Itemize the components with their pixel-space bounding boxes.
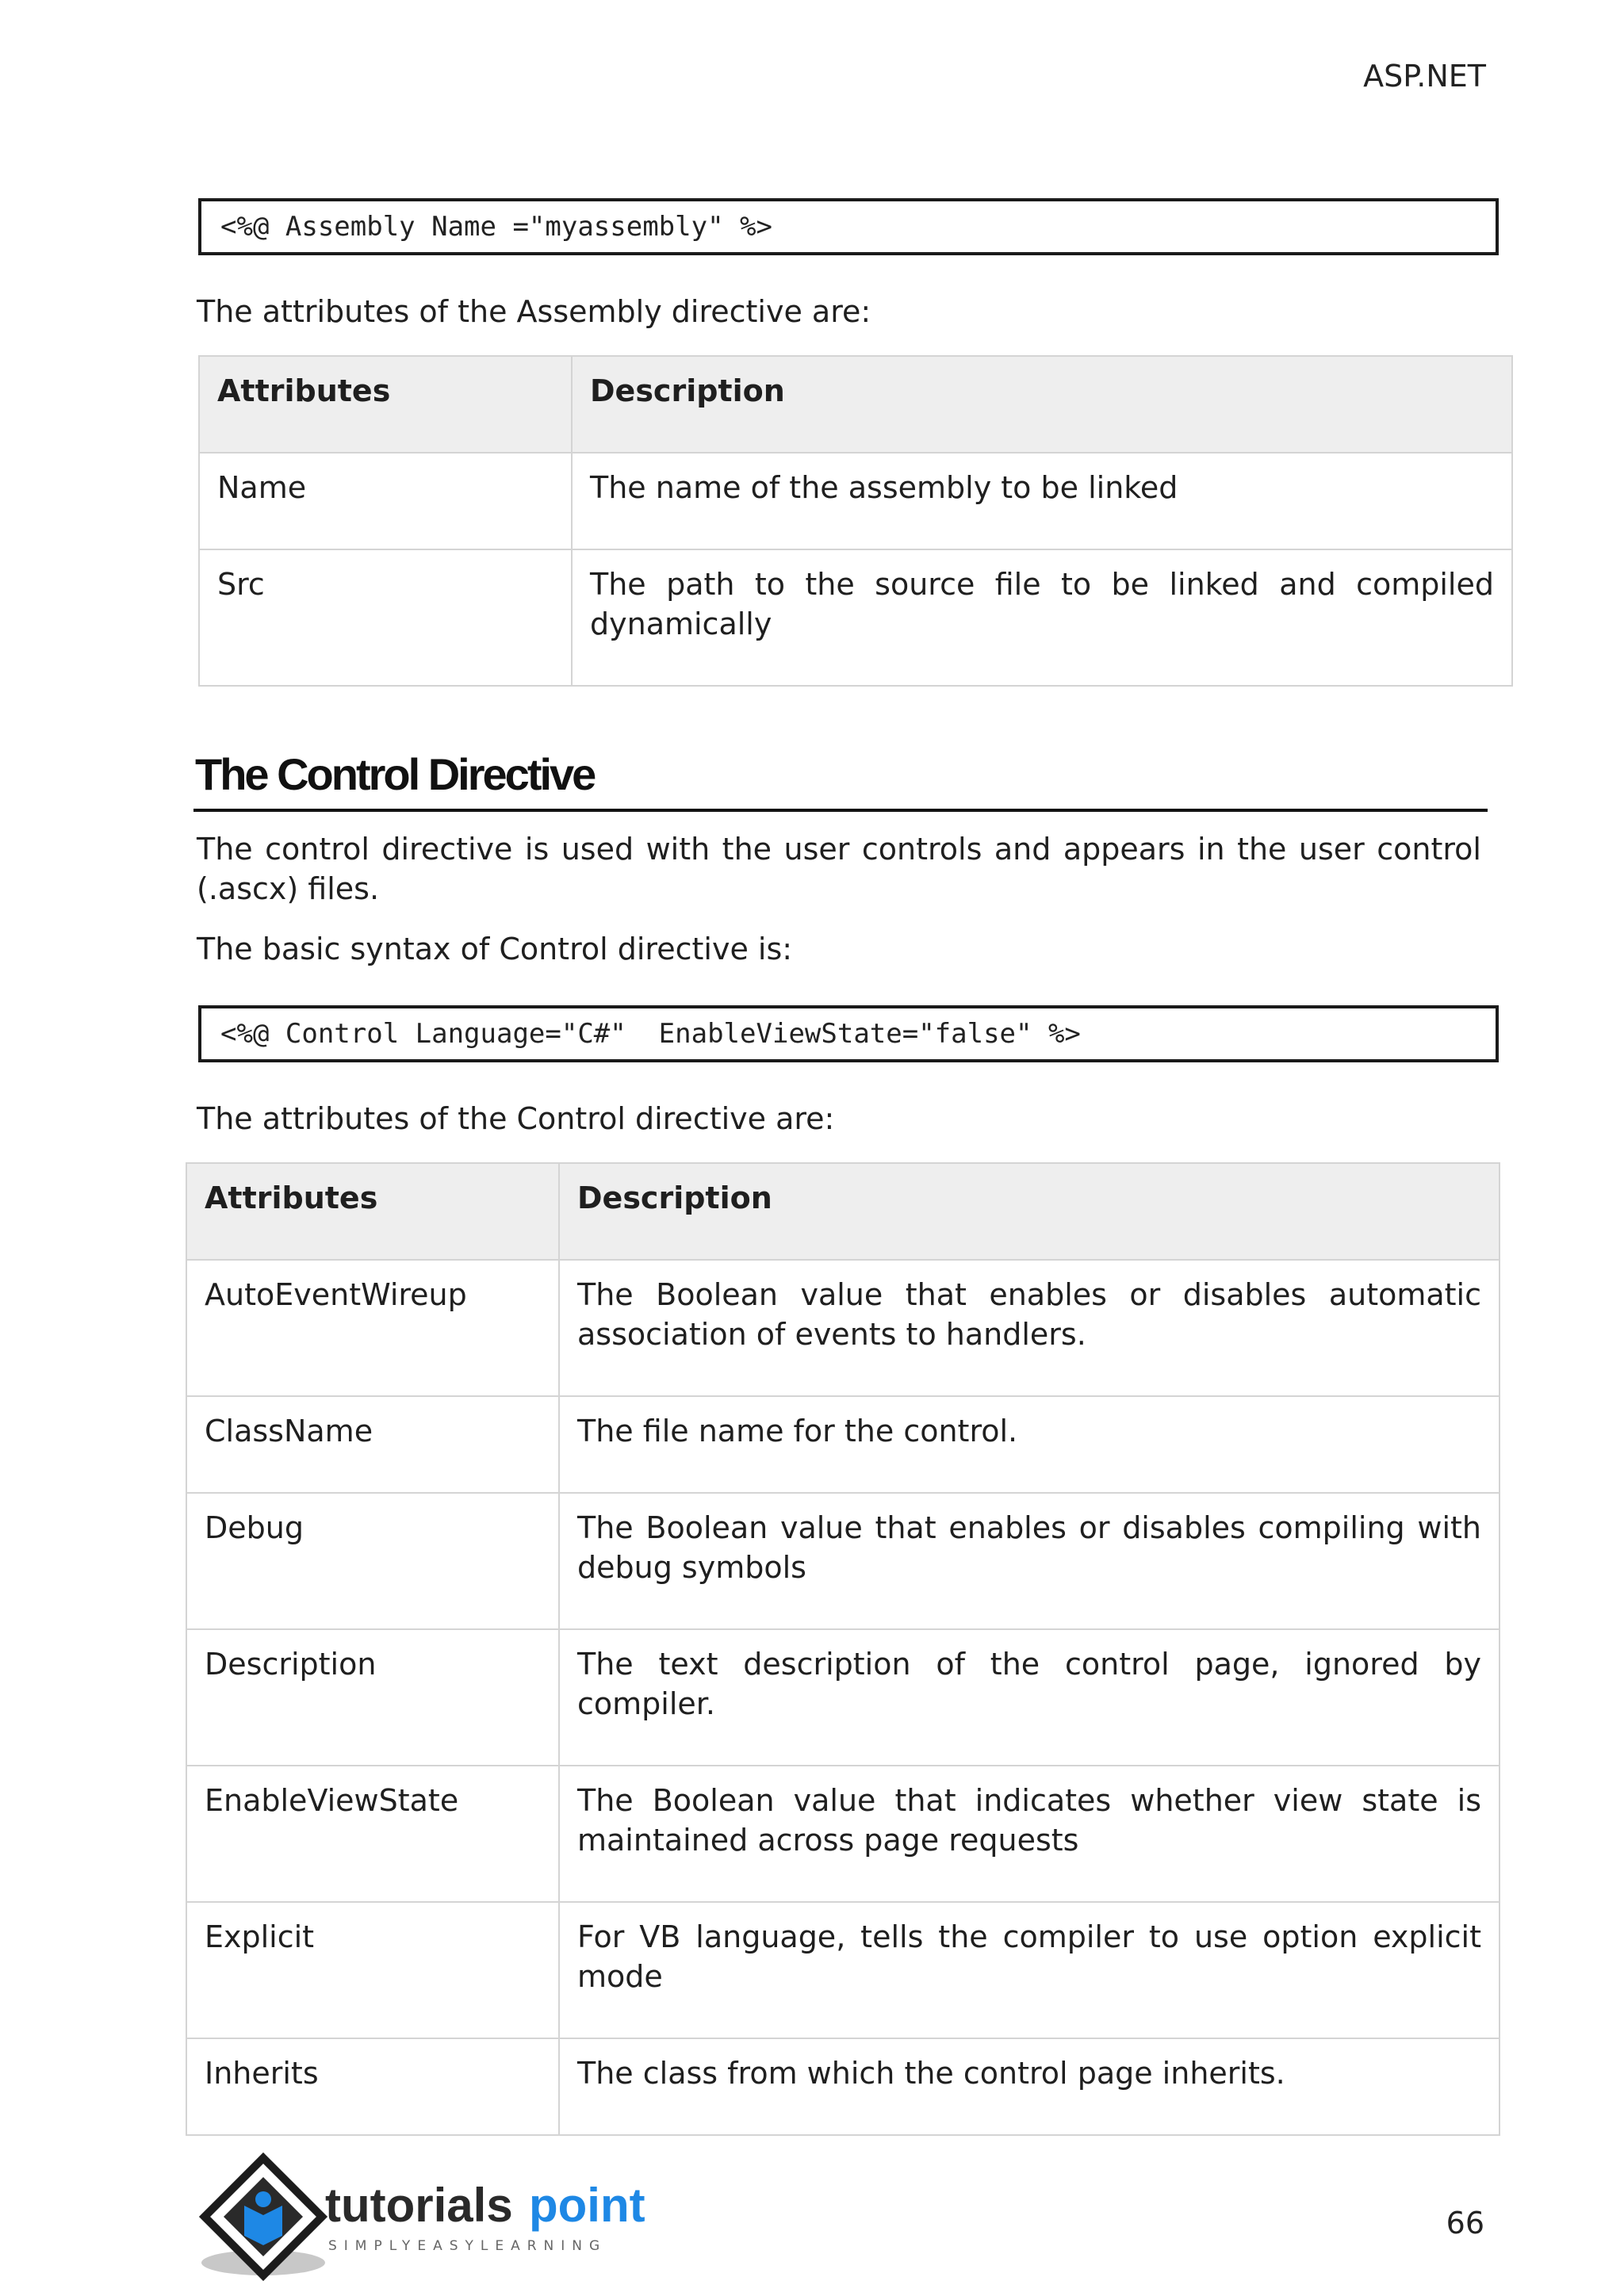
table-header-cell: Attributes xyxy=(186,1163,559,1260)
paragraph-control-intro: The control directive is used with the user controls and appears in the user control (.ascx) files. xyxy=(197,832,1481,906)
section-heading: The Control Directive xyxy=(195,749,595,799)
paragraph-control-syntax: The basic syntax of Control directive is: xyxy=(197,932,793,966)
table-header-cell: Attributes xyxy=(199,356,572,453)
table-row xyxy=(186,1396,1500,1493)
table-row xyxy=(186,1493,1500,1629)
logo-text-main: tutorials xyxy=(325,2179,513,2232)
page-number: 66 xyxy=(1446,2206,1484,2241)
table-cell: Debug xyxy=(186,1493,559,1629)
table-row xyxy=(186,1902,1500,2038)
table-row xyxy=(186,1766,1500,1902)
paragraph-assembly-attributes: The attributes of the Assembly directive are: xyxy=(197,294,871,329)
table-cell: Description xyxy=(186,1629,559,1766)
table-cell: The file name for the control. xyxy=(559,1396,1500,1493)
running-header: ASP.NET xyxy=(1363,59,1486,94)
table-row xyxy=(199,549,1512,686)
table-cell: The Boolean value that indicates whether view state is maintained across page requests xyxy=(559,1766,1500,1902)
table-cell: The name of the assembly to be linked xyxy=(572,453,1512,549)
table-cell: Inherits xyxy=(186,2038,559,2135)
logo-text-accent: point xyxy=(529,2179,645,2232)
table-cell: Name xyxy=(199,453,572,549)
code-block-control: <%@ Control Language="C#" EnableViewState="false" %> xyxy=(198,1005,1499,1062)
logo-head xyxy=(255,2191,271,2207)
table-cell: For VB language, tells the compiler to use option explicit mode xyxy=(559,1902,1500,2038)
table-cell: The path to the source file to be linked and compiled dynamically xyxy=(572,549,1512,686)
table-cell: The Boolean value that enables or disables automatic association of events to handlers. xyxy=(559,1260,1500,1396)
heading-underline xyxy=(193,809,1488,812)
logo-tagline: SIMPLYEASYLEARNING xyxy=(328,2238,607,2254)
table-header-cell: Description xyxy=(572,356,1512,453)
table-row xyxy=(186,1629,1500,1766)
table-row xyxy=(199,453,1512,549)
tutorialspoint-logo xyxy=(198,2153,645,2282)
table-cell: EnableViewState xyxy=(186,1766,559,1902)
control-attributes-table xyxy=(186,1162,1500,2136)
table-row xyxy=(186,2038,1500,2135)
table-header-row xyxy=(199,356,1512,453)
paragraph-control-attributes: The attributes of the Control directive are: xyxy=(197,1101,835,1136)
table-cell: ClassName xyxy=(186,1396,559,1493)
table-cell: AutoEventWireup xyxy=(186,1260,559,1396)
table-cell: Src xyxy=(199,549,572,686)
table-cell: The class from which the control page inherits. xyxy=(559,2038,1500,2135)
table-cell: The text description of the control page, ignored by compiler. xyxy=(559,1629,1500,1766)
table-cell: Explicit xyxy=(186,1902,559,2038)
table-header-row xyxy=(186,1163,1500,1260)
table-row xyxy=(186,1260,1500,1396)
assembly-attributes-table xyxy=(198,355,1513,687)
table-header-cell: Description xyxy=(559,1163,1500,1260)
table-cell: The Boolean value that enables or disables compiling with debug symbols xyxy=(559,1493,1500,1629)
code-block-assembly: <%@ Assembly Name ="myassembly" %> xyxy=(198,198,1499,255)
